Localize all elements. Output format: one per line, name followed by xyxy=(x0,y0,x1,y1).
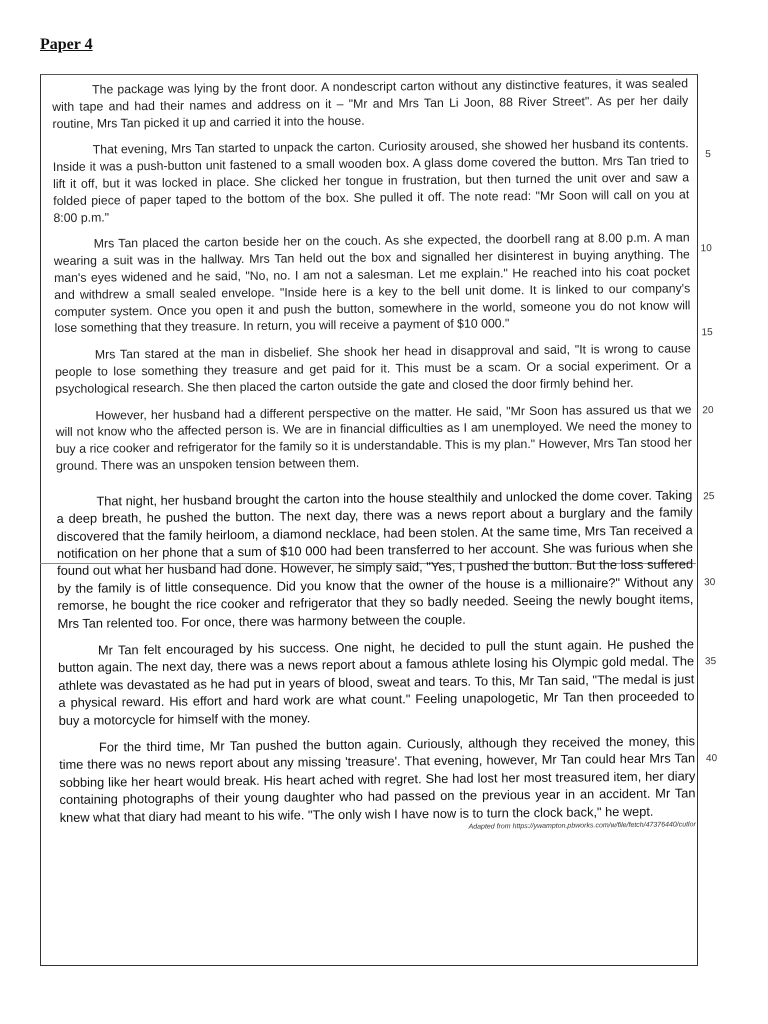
paragraph-5: However, her husband had a different perspective on the matter. He said, "Mr Soon has assured us that we will not know who the affected person is. We are in financial difficulties as I am unemployed. We need the money to buy a rice cooker and refrigerator for the family so it is understandable. This is my plan." However, Mrs Tan stood her ground. There was an unspoken tension between them. 20 xyxy=(55,401,714,473)
paragraph-7: Mr Tan felt encouraged by his success. One night, he decided to pull the stunt again. He pushed the button again. The next day, there was a news report about a famous athlete losing his Olympic gold medal. The athlete was devastated as he had put in years of blood, sweat and tears. To this, Mr Tan said, "The medal is just a physical reward. His effort and hard work are what count." Feeling unapologetic, Mr Tan then proceeded to buy a motorcycle for himself with the money. 35 xyxy=(58,636,717,728)
paragraph-2: That evening, Mrs Tan started to unpack the carton. Curiosity aroused, she showed her husband its contents. Inside it was a push-button unit fastened to a small wooden box. A glass dome covered the button. Mrs Tan tried to lift it off, but it was locked in place. She clicked her tongue in frustration, but then turned the unit over and saw a folded piece of paper taped to the bottom of the box. She pulled it off. The note read: "Mr Soon will call on you at 8:00 p.m." 5 xyxy=(52,136,711,225)
line-number: 20 xyxy=(702,404,714,416)
source-note: Adapted from https://ywampton.pbworks.com/w/file/fetch/47376440/cutlor xyxy=(468,821,696,831)
paragraph-4: Mrs Tan stared at the man in disbelief. She shook her head in disapproval and said, "It is wrong to cause people to lose something they treasure and get paid for it. This must be a scam. Or a social experiment. Or a psychological research. She then placed the carton outside the gate and closed the door firmly behind her. xyxy=(54,341,692,396)
line-number: 5 xyxy=(705,149,711,161)
line-number: 25 xyxy=(703,490,715,502)
paragraph-6: That night, her husband brought the carton into the house stealthily and unlocked the dome cover. Taking a deep breath, he pushed the button. The next day, there was a news report about a burglary and the family discovered that the family heirloom, a diamond necklace, had been stolen. At the same time, Mrs Tan received a notification on her phone that a sum of $10 000 had been transferred to her account. She was furious when she found out what her husband had done. However, he simply said, "Yes, I pushed the button. But the loss suffered by the family is of little consequence. Did you know that the owner of the house is a millionaire?" Without any remorse, he bought the rice cooker and refrigerator that they so badly needed. Seeing the newly bought items, Mrs Tan relented too. For once, there was harmony between the couple. 25 30 xyxy=(56,487,716,631)
line-number: 15 xyxy=(701,327,713,339)
passage xyxy=(52,75,718,846)
page-heading: Paper 4 xyxy=(40,36,93,53)
line-number: 10 xyxy=(700,243,712,255)
line-number: 35 xyxy=(704,656,717,668)
passage-lower xyxy=(56,486,718,836)
paragraph-8: For the third time, Mr Tan pushed the button again. Curiously, although they received the money, this time there was no news report about any missing 'treasure'. That evening, however, Mr Tan could hear Mrs Tan sobbing like her heart would break. His heart ached with regret. She had lost her most treasured item, her diary containing photographs of their young daughter who had passed on the previous year in an accident. Mr Tan knew what that diary had meant to his wife. "The only wish I have now is to turn the clock back," he wept. 40 Adapted from https://ywampton.pbworks.com/w/file/fetch/47376440/cutlor xyxy=(59,732,696,836)
line-number: 40 xyxy=(705,753,718,765)
line-number: 30 xyxy=(704,576,716,588)
paragraph-3: Mrs Tan placed the carton beside her on the couch. As she expected, the doorbell rang at 8.00 p.m. A man wearing a suit was in the hallway. Mrs Tan held out the box and signalled her disinterest in buying anything. The man's eyes widened and he said, "No, no. I am not a salesman. Let me explain." He reached into his coat pocket and withdrew a small sealed envelope. "Inside here is a key to the bell unit dome. It is linked to our company's computer system. Once you open it and push the button, somewhere in the world, someone you do not know will lose something that they treasure. In return, you will receive a payment of $10 000." 10 15 xyxy=(54,230,691,337)
paragraph-1: The package was lying by the front door. A nondescript carton without any distinctive features, it was sealed with tape and had their names and address on it – "Mr and Mrs Tan Li Joon, 88 River Street". As per her daily routine, Mrs Tan picked it up and carried it into the house. xyxy=(52,76,689,131)
